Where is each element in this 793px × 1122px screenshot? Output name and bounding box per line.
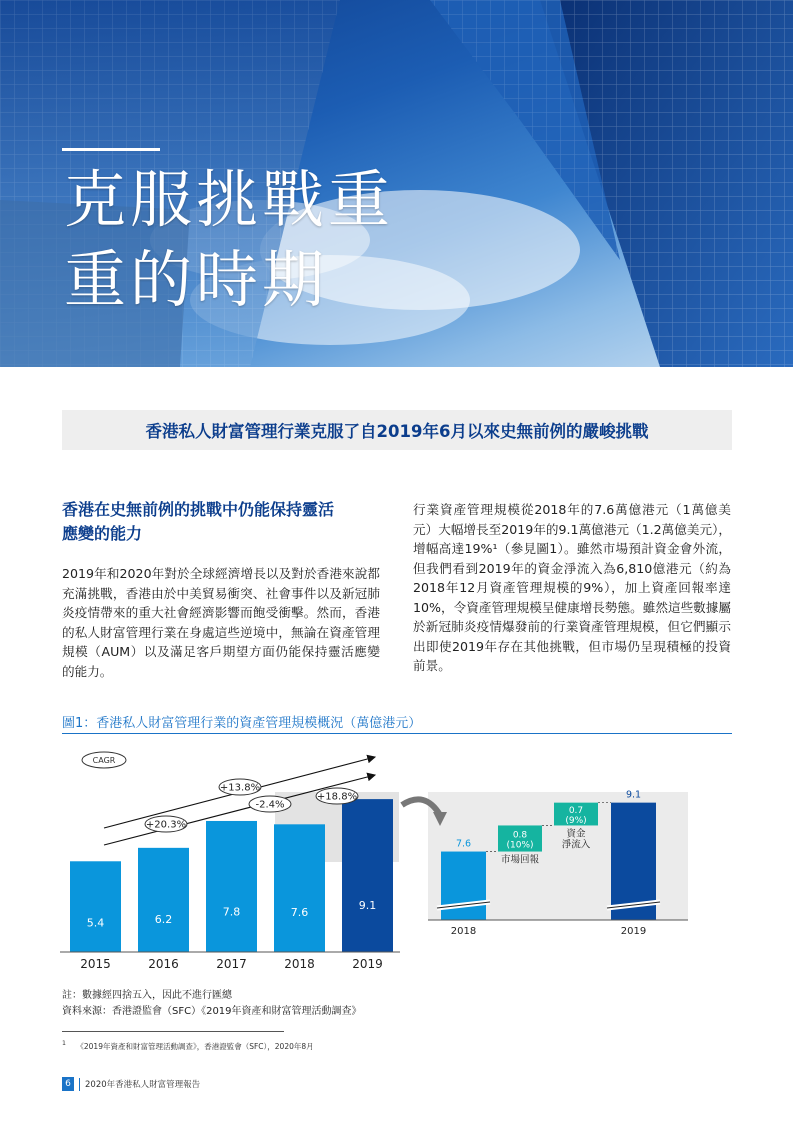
waterfall-category-label: 2018 bbox=[450, 926, 477, 937]
growth-label: +13.8% bbox=[219, 782, 261, 794]
title-line-2: 重的時期 bbox=[64, 243, 329, 316]
bar-value-label: 7.8 bbox=[222, 905, 241, 919]
footnote bbox=[62, 1040, 314, 1052]
bar-value-label: 9.1 bbox=[358, 899, 377, 913]
waterfall-step-name: 淨流入 bbox=[561, 839, 591, 851]
waterfall-bar-2018 bbox=[441, 852, 486, 920]
bar-2016 bbox=[138, 848, 189, 952]
cagr-badge bbox=[82, 752, 126, 768]
headline-banner bbox=[62, 410, 732, 450]
page-footer bbox=[62, 1077, 200, 1091]
left-body-text: 2019年和2020年對於全球經濟增長以及對於香港來說都充滿挑戰，香港由於中美貿易衝突、社會事件以及新冠肺炎疫情帶來的重大社會經濟影響而飽受衝擊。然而，香港的私人財富管理行業在身處這些逆境中，無論在資產管理規模（AUM）以及滿足客戶期望方面仍能保持靈活應變的能力。 bbox=[62, 566, 380, 679]
x-tick-label: 2016 bbox=[148, 957, 179, 971]
note-rounding: 註：數據經四捨五入，因此不進行匯總 bbox=[62, 990, 232, 1001]
footnote-marker: 1 bbox=[62, 1040, 66, 1047]
section-heading-line-2: 應變的能力 bbox=[62, 524, 143, 543]
waterfall-step-name: 資金 bbox=[566, 828, 586, 840]
headline-text: 香港私人財富管理行業克服了自2019年6月以來史無前例的嚴峻挑戰 bbox=[145, 422, 649, 441]
aum-chart bbox=[0, 740, 793, 980]
bar-value-label: 7.6 bbox=[290, 906, 309, 920]
waterfall-category-label: 2019 bbox=[620, 926, 647, 937]
bar-value-label: 6.2 bbox=[154, 912, 173, 926]
right-column bbox=[413, 500, 731, 676]
figure-notes bbox=[62, 988, 362, 1020]
x-tick-label: 2015 bbox=[80, 957, 111, 971]
figure-title: 圖1：香港私人財富管理行業的資產管理規模概況（萬億港元） bbox=[62, 716, 422, 731]
page-number: 6 bbox=[62, 1077, 74, 1091]
bar-chart bbox=[60, 779, 400, 971]
waterfall-step-value: 0.7 bbox=[568, 806, 584, 817]
footnote-rule bbox=[62, 1031, 284, 1032]
growth-label: -2.4% bbox=[255, 799, 285, 811]
left-column bbox=[62, 498, 380, 681]
figure-rule bbox=[62, 733, 732, 734]
bar-2015 bbox=[70, 861, 121, 952]
waterfall-step-value: 0.8 bbox=[512, 830, 528, 841]
waterfall-value-label: 7.6 bbox=[455, 838, 472, 850]
waterfall-value-label: 9.1 bbox=[625, 789, 642, 801]
hero-banner-image bbox=[0, 0, 793, 367]
footer-separator bbox=[79, 1078, 80, 1091]
report-title: 2020年香港私人財富管理報告 bbox=[85, 1080, 201, 1090]
bar-2019 bbox=[342, 799, 393, 952]
x-tick-label: 2017 bbox=[216, 957, 247, 971]
waterfall-step-name: 市場回報 bbox=[500, 854, 540, 866]
section-heading bbox=[62, 498, 380, 546]
note-source: 資料來源：香港證監會（SFC）《2019年資產和財富管理活動調查》 bbox=[62, 1006, 362, 1017]
title-line-1: 克服挑戰重 bbox=[64, 163, 395, 236]
growth-label: +20.3% bbox=[145, 819, 187, 831]
bar-value-label: 5.4 bbox=[86, 916, 105, 930]
cagr-label: CAGR bbox=[92, 756, 116, 765]
x-tick-label: 2018 bbox=[284, 957, 315, 971]
hero-accent-rule bbox=[62, 148, 160, 151]
section-heading-line-1: 香港在史無前例的挑戰中仍能保持靈活 bbox=[62, 500, 335, 519]
footnote-text: 《2019年資產和財富管理活動調查》，香港證監會（SFC），2020年8月 bbox=[76, 1041, 314, 1051]
bar-2018 bbox=[274, 824, 325, 952]
right-body-text: 行業資產管理規模從2018年的7.6萬億港元（1萬億美元）大幅增長至2019年的9.1萬億港元（1.2萬億美元），增幅高達19%¹（參見圖1）。雖然市場預計資金會外流，但我們看到2019年的資金淨流入為6,810億港元（約為2018年12月資產管理規模的9%），加上資產回報率達10%，令資產管理規模呈健康增長勢態。雖然這些數據屬於新冠肺炎疫情爆發前的行業資產管理規模，但它們顯示出即使2019年存在其他挑戰，但市場仍呈現積極的投資前景。 bbox=[413, 502, 731, 673]
page-title bbox=[64, 160, 494, 320]
x-tick-label: 2019 bbox=[352, 957, 383, 971]
bar-2017 bbox=[206, 821, 257, 952]
waterfall-step-pct: (9%) bbox=[565, 816, 587, 827]
growth-label: +18.8% bbox=[316, 791, 358, 803]
waterfall-step-pct: (10%) bbox=[506, 840, 534, 851]
waterfall-chart bbox=[428, 790, 688, 937]
